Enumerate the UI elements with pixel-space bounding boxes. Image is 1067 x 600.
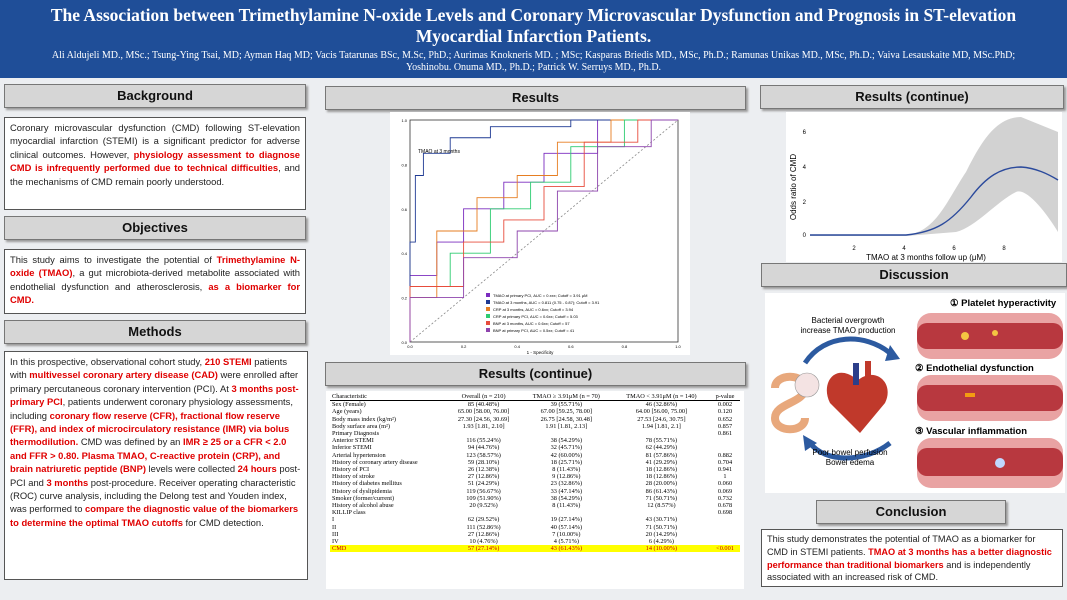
table-cell: 111 (52.86%) xyxy=(466,523,501,531)
table-cell: 9 (12.86%) xyxy=(552,473,581,481)
table-cell: 0.704 xyxy=(717,458,733,466)
authors-line-2: Yoshinobu. Onuma MD., Ph.D.; Patrick W. Serruys MD., Ph.D. xyxy=(405,62,662,73)
table-cell: 119 (56.67%) xyxy=(466,487,501,495)
table-cell: 12 (8.57%) xyxy=(647,502,676,510)
roc-legend-item: TMAO at primary PCI, AUC = 0.xxx; Cutoff = 3.91 μM xyxy=(493,293,588,298)
table-row xyxy=(330,516,740,523)
table-cell: Body surface area (m²) xyxy=(332,422,391,430)
conclusion-highlight: TMAO at 3 months has a better diagnostic performance than traditional biomarkers xyxy=(767,546,1052,570)
table-cell: 23 (32.86%) xyxy=(550,480,583,488)
table-cell: Body mass index (kg/m²) xyxy=(332,415,396,423)
odds-ratio-panel xyxy=(786,112,1062,262)
discussion-heading: Discussion xyxy=(761,263,1067,287)
roc-legend-item: BNP at primary PCI, AUC = 0.5xx; Cutoff = 41 xyxy=(493,328,575,333)
roc-ytick: 0.0 xyxy=(401,340,407,345)
vessel-platelet xyxy=(917,313,1063,359)
results-continue-2-heading: Results (continue) xyxy=(760,85,1064,109)
table-cell: 0.678 xyxy=(717,502,733,510)
objectives-text-part: , a gut microbiota-derived metabolite associated with endothelial dysfunction and atherosclerosis, xyxy=(10,267,300,292)
table-cell: 94 (44.76%) xyxy=(467,444,500,452)
baseline-table-panel xyxy=(326,391,744,589)
table-cell: 0.060 xyxy=(717,480,733,488)
roc-legend-swatch xyxy=(486,321,490,325)
table-cell: 20 (9.52%) xyxy=(469,502,498,510)
table-cell xyxy=(710,531,740,538)
table-cell: 0.882 xyxy=(717,451,733,459)
table-row xyxy=(330,524,740,531)
roc-legend-item: TMAO at 3 months, AUC = 0.811 (0.75 - 0.87); Cutoff = 3.91 xyxy=(493,300,600,305)
table-cell xyxy=(710,538,740,545)
table-cell: 0.857 xyxy=(717,422,733,430)
arrow-up xyxy=(805,339,890,363)
methods-text-part: In this prospective, observational cohort study, xyxy=(10,356,205,367)
table-row xyxy=(330,538,740,545)
table-cell: 1.94 [1.81, 2.1] xyxy=(642,422,681,430)
methods-highlight: IMR ≥ 25 or a CFR < 2.0 and FFR > 0.80. Plasma TMAO, C-reactive protein (CRP), and brain natriuretic peptide (BNP) xyxy=(10,436,287,475)
gut-illustration xyxy=(775,373,819,429)
odds-ratio-chart xyxy=(786,112,1062,262)
table-cell: 8 (11.43%) xyxy=(552,466,581,474)
discussion-note-top-2: increase TMAO production xyxy=(800,326,896,335)
methods-text-part: post-procedure. Receiver operating characteristic (ROC) curve analysis, including the Delong test and Youden index, was performed to xyxy=(10,476,296,515)
authors-line-1: Ali Aldujeli MD., MSc.; Tsung-Ying Tsai, MD; Ayman Haq MD; Vacis Tatarunas BSc, M.Sc, PhD.; Aurimas Knokneris MD. ; MSc; Kasparas Briedis MD., MSc, Ph.D.; Ramunas Unikas MD., MSc, Ph.D.; Vaiva Lesauskaite MD, MSc.PhD; xyxy=(51,50,1016,61)
table-cell: 4 (5.71%) xyxy=(553,538,579,546)
table-cell: 86 (61.43%) xyxy=(645,487,678,495)
discussion-item-2: ② Endothelial dysfunction xyxy=(915,363,1034,374)
odds-xtick: 6 xyxy=(952,246,956,252)
table-cell: History of alcohol abuse xyxy=(332,502,394,510)
table-cell: 59 (28.10%) xyxy=(467,458,500,466)
table-cell xyxy=(520,430,613,437)
roc-legend-item: CRP at 3 months, AUC = 0.6xx; Cutoff = 3.94 xyxy=(493,307,574,312)
odds-ytick: 2 xyxy=(802,200,806,206)
roc-ytick: 0.8 xyxy=(401,162,407,168)
objectives-highlight: as a biomarker for CMD. xyxy=(10,280,300,306)
table-row xyxy=(330,401,740,409)
table-cell: 0.698 xyxy=(717,509,733,517)
roc-legend-swatch xyxy=(486,307,490,311)
table-cell xyxy=(710,444,740,451)
roc-ytick: 0.4 xyxy=(401,251,407,257)
methods-highlight: compare the diagnostic value of the biomarkers to determine the optimal TMAO cutoffs xyxy=(10,503,299,528)
table-cell: 43 (61.43%) xyxy=(520,545,613,552)
methods-highlight: 24 hours xyxy=(237,463,277,475)
table-cell: 38 (54.29%) xyxy=(550,437,583,445)
table-row xyxy=(330,502,740,509)
roc-xtick: 0.6 xyxy=(568,344,574,349)
table-header-cell: Characteristic xyxy=(330,393,447,401)
table-cell: 0.861 xyxy=(717,430,733,438)
table-cell: Smoker (former/current) xyxy=(332,494,395,502)
table-cell xyxy=(710,516,740,523)
roc-legend-item: BNP at 3 months, AUC = 0.6xx; Cutoff = 57 xyxy=(493,321,570,326)
table-cell: History of stroke xyxy=(332,473,375,481)
table-row xyxy=(330,416,740,423)
table-cell: 26.75 [24.58, 30.48] xyxy=(540,415,593,423)
table-cell: 57 (27.14%) xyxy=(447,545,520,552)
table-cell: 40 (57.14%) xyxy=(550,523,583,531)
table-cell: 78 (55.71%) xyxy=(645,437,678,445)
roc-ytick: 0.2 xyxy=(401,295,407,301)
discussion-note-top-1: Bacterial overgrowth xyxy=(811,316,885,325)
table-cell: 67.00 [59.25, 78.00] xyxy=(540,408,593,416)
table-cell: 81 (57.86%) xyxy=(645,451,678,459)
roc-label-tmao-3m: TMAO at 3 months xyxy=(418,149,460,155)
table-cell: Arterial hypertension xyxy=(332,451,386,459)
table-cell: Inferior STEMI xyxy=(332,444,372,452)
table-cell: 0.941 xyxy=(717,466,733,474)
table-cell: 0.652 xyxy=(717,415,733,423)
table-cell: 41 (29.29%) xyxy=(645,458,678,466)
table-cell xyxy=(613,430,710,437)
methods-text-part: CMD was defined by an xyxy=(78,436,183,448)
methods-text-part: patients with xyxy=(10,356,288,381)
table-cell: 1.91 [1.81, 2.13] xyxy=(545,422,588,430)
table-cell: 71 (50.71%) xyxy=(645,523,678,531)
roc-xtick: 0.0 xyxy=(407,344,413,349)
table-cell xyxy=(613,509,710,516)
table-row xyxy=(330,437,740,444)
objectives-text xyxy=(4,249,306,314)
discussion-item-3: ③ Vascular inflammation xyxy=(915,426,1027,437)
table-cell: 43 (30.71%) xyxy=(645,516,678,524)
table-cell: 20 (14.29%) xyxy=(645,530,678,538)
roc-xlabel: 1 - Specificity xyxy=(526,350,554,355)
background-text-part: Coronary microvascular dysfunction (CMD) following ST-elevation myocardial infarction (STEMI) is a significant predictor for adverse clinical outcomes. However, xyxy=(10,122,300,160)
table-row xyxy=(330,459,740,466)
table-cell: 18 (12.86%) xyxy=(645,473,678,481)
table-cell: 51 (24.29%) xyxy=(467,480,500,488)
table-cell: 10 (4.76%) xyxy=(469,538,498,546)
vessel-inflammation xyxy=(917,438,1063,488)
table-row xyxy=(330,452,740,459)
roc-xtick: 0.8 xyxy=(621,344,628,349)
table-cell: 27.53 [24.6, 30.75] xyxy=(637,415,686,423)
table-cell: 27 (12.86%) xyxy=(467,530,500,538)
table-row xyxy=(330,488,740,495)
table-cell: 46 (32.86%) xyxy=(645,401,678,409)
poster-header xyxy=(0,0,1067,78)
objectives-highlight: Trimethylamine N-oxide (TMAO) xyxy=(10,254,300,279)
table-row xyxy=(330,423,740,430)
table-cell: 33 (47.14%) xyxy=(550,487,583,495)
table-cell: 71 (50.71%) xyxy=(645,494,678,502)
methods-text-part: , patients underwent coronary physiology assessments, including xyxy=(10,396,293,421)
conclusion-text-part: and is independently associated with an increased risk of CMD. xyxy=(767,559,1031,583)
table-cell: Anterior STEMI xyxy=(332,437,374,445)
table-cell: 14 (10.00%) xyxy=(613,545,710,552)
results-heading: Results xyxy=(325,86,746,110)
table-cell: 109 (51.90%) xyxy=(466,494,501,502)
table-row xyxy=(330,531,740,538)
table-cell: CMD xyxy=(330,545,447,552)
conclusion-text xyxy=(761,529,1063,587)
results-continue-heading: Results (continue) xyxy=(325,362,746,386)
table-cell: 7 (10.00%) xyxy=(552,530,581,538)
table-cell: Primary Diagnosis xyxy=(332,430,380,438)
methods-highlight: 3 months xyxy=(46,476,89,488)
methods-text xyxy=(4,351,308,580)
roc-xtick: 1.0 xyxy=(675,344,681,349)
background-text-part: , and the mechanisms of CMD remain poorly understood. xyxy=(10,162,300,187)
poster-title: The Association between Trimethylamine N-oxide Levels and Coronary Microvascular Dysfunction and Prognosis in ST-elevation Myocardial Infarction Patients. xyxy=(50,5,1017,46)
table-cell: 39 (55.71%) xyxy=(550,401,583,409)
table-cell: I xyxy=(332,516,335,524)
table-row xyxy=(330,444,740,451)
roc-xtick: 0.2 xyxy=(460,344,467,349)
table-cell: 1 xyxy=(723,473,727,481)
odds-xtick: 2 xyxy=(852,246,856,252)
conclusion-text-part: This study demonstrates the potential of TMAO as a biomarker for CMD in STEMI patients. xyxy=(767,534,1036,557)
odds-ytick: 6 xyxy=(802,130,806,136)
table-cell: II xyxy=(332,523,337,531)
methods-text-part: for CMD detection. xyxy=(182,516,264,528)
table-header-cell: Overall (n = 210) xyxy=(447,393,520,401)
roc-legend-item: CRP at primary PCI, AUC = 0.6xx; Cutoff = 5.03 xyxy=(493,314,578,319)
discussion-note-bottom-2: Bowel edema xyxy=(825,458,875,467)
baseline-characteristics-table xyxy=(330,393,740,552)
vessel-endothelial xyxy=(917,375,1063,421)
table-row xyxy=(330,480,740,487)
table-cell: III xyxy=(332,530,339,538)
background-heading: Background xyxy=(4,84,306,108)
table-row xyxy=(330,408,740,415)
background-highlight: physiology assessment to diagnose CMD is infrequently performed due to technical difficulties xyxy=(10,148,301,174)
table-cell xyxy=(520,509,613,516)
table-cell: 28 (20.00%) xyxy=(645,480,678,488)
table-cell: 65.00 [58.00, 76.00] xyxy=(457,408,510,416)
odds-xtick: 8 xyxy=(1002,246,1006,252)
roc-legend-swatch xyxy=(486,300,490,304)
odds-xlabel: TMAO at 3 months follow up (μM) xyxy=(866,253,986,262)
background-text xyxy=(4,117,306,210)
roc-ytick: 1.0 xyxy=(401,118,407,123)
methods-highlight: 210 STEMI xyxy=(204,356,252,367)
objectives-text-part: This study aims to investigate the potential of xyxy=(10,254,217,265)
roc-xtick: 0.4 xyxy=(514,344,520,349)
table-cell: 116 (55.24%) xyxy=(466,437,501,445)
table-cell: 19 (27.14%) xyxy=(550,516,583,524)
table-cell: 38 (54.29%) xyxy=(550,494,583,502)
table-cell: 1.93 [1.81, 2.10] xyxy=(462,422,505,430)
methods-heading: Methods xyxy=(4,320,306,344)
methods-text-part: post-PCI and xyxy=(10,463,301,488)
table-row xyxy=(330,495,740,502)
discussion-note-bottom-1: Poor bowel perfusion xyxy=(812,448,888,457)
table-cell: History of PCI xyxy=(332,466,370,474)
roc-chart-panel xyxy=(390,112,690,355)
table-cell: History of diabetes mellitus xyxy=(332,480,402,488)
table-cell: 0.069 xyxy=(717,487,733,495)
table-cell: 64.00 [56.00, 75.00] xyxy=(635,408,688,416)
roc-legend-swatch xyxy=(486,328,490,332)
table-cell: 42 (60.00%) xyxy=(550,451,583,459)
conclusion-heading: Conclusion xyxy=(816,500,1006,524)
heart-illustration xyxy=(827,361,888,433)
discussion-figure xyxy=(765,293,1065,493)
odds-xtick: 4 xyxy=(902,246,906,252)
table-cell: History of coronary artery disease xyxy=(332,458,418,466)
table-cell xyxy=(447,430,520,437)
table-cell: 6 (4.29%) xyxy=(648,538,674,546)
table-cell xyxy=(710,524,740,531)
roc-legend-swatch xyxy=(486,314,490,318)
table-cell: 27.30 [24.56, 30.69] xyxy=(457,415,510,423)
table-cell: <0.001 xyxy=(710,545,740,552)
table-cell: 26 (12.38%) xyxy=(467,466,500,474)
author-list xyxy=(40,50,1027,74)
methods-text-part: levels were collected xyxy=(145,463,238,475)
table-cell: 62 (29.52%) xyxy=(467,516,500,524)
table-row xyxy=(330,509,740,516)
roc-chart xyxy=(390,112,690,355)
table-cell xyxy=(710,437,740,444)
table-row xyxy=(330,466,740,473)
table-cell: 62 (44.29%) xyxy=(645,444,678,452)
table-cell: 0.732 xyxy=(717,494,733,502)
table-cell: KILLIP class xyxy=(332,509,366,517)
methods-highlight: multivessel coronary artery disease (CAD) xyxy=(29,369,218,381)
table-cell: 123 (58.57%) xyxy=(466,451,501,459)
methods-highlight: coronary flow reserve (CFR), fractional flow reserve (FFR), and index of microcirculatory resistance (IMR) via bolus thermodilution. xyxy=(10,409,290,448)
table-cell: 8 (11.43%) xyxy=(552,502,581,510)
table-row xyxy=(330,430,740,437)
objectives-heading: Objectives xyxy=(4,216,306,240)
odds-ytick: 4 xyxy=(802,165,806,171)
odds-ytick: 0 xyxy=(802,233,806,239)
table-cell: 85 (40.48%) xyxy=(467,401,500,409)
table-row xyxy=(330,473,740,480)
discussion-illustration xyxy=(765,293,1065,493)
table-cell: History of dyslipidemia xyxy=(332,487,392,495)
table-header-cell: TMAO < 3.91μM (n = 140) xyxy=(613,393,710,401)
discussion-item-1: ① Platelet hyperactivity xyxy=(950,298,1057,309)
table-cell: 0.120 xyxy=(717,408,733,416)
table-header-cell: p-value xyxy=(710,393,740,401)
roc-legend-swatch xyxy=(486,293,490,297)
table-cell: IV xyxy=(332,538,339,546)
table-cell: Age (years) xyxy=(332,408,362,416)
odds-ylabel: Odds ratio of CMD xyxy=(789,153,798,221)
methods-text-part: were enrolled after primary percutaneous coronary intervention (PCI). At xyxy=(10,369,299,394)
table-row xyxy=(330,545,740,552)
roc-ytick: 0.6 xyxy=(401,206,407,212)
table-cell: 32 (45.71%) xyxy=(550,444,583,452)
table-cell: 0.002 xyxy=(717,401,733,409)
table-cell xyxy=(447,509,520,516)
table-header-row xyxy=(330,393,740,401)
table-cell: 18 (12.86%) xyxy=(645,466,678,474)
table-cell: Sex (Female) xyxy=(332,401,366,409)
methods-highlight: 3 months post-primary PCI xyxy=(10,382,299,408)
table-header-cell: TMAO ≥ 3.91μM (n = 70) xyxy=(520,393,613,401)
table-cell: 27 (12.86%) xyxy=(467,473,500,481)
table-cell: 18 (25.71%) xyxy=(550,458,583,466)
